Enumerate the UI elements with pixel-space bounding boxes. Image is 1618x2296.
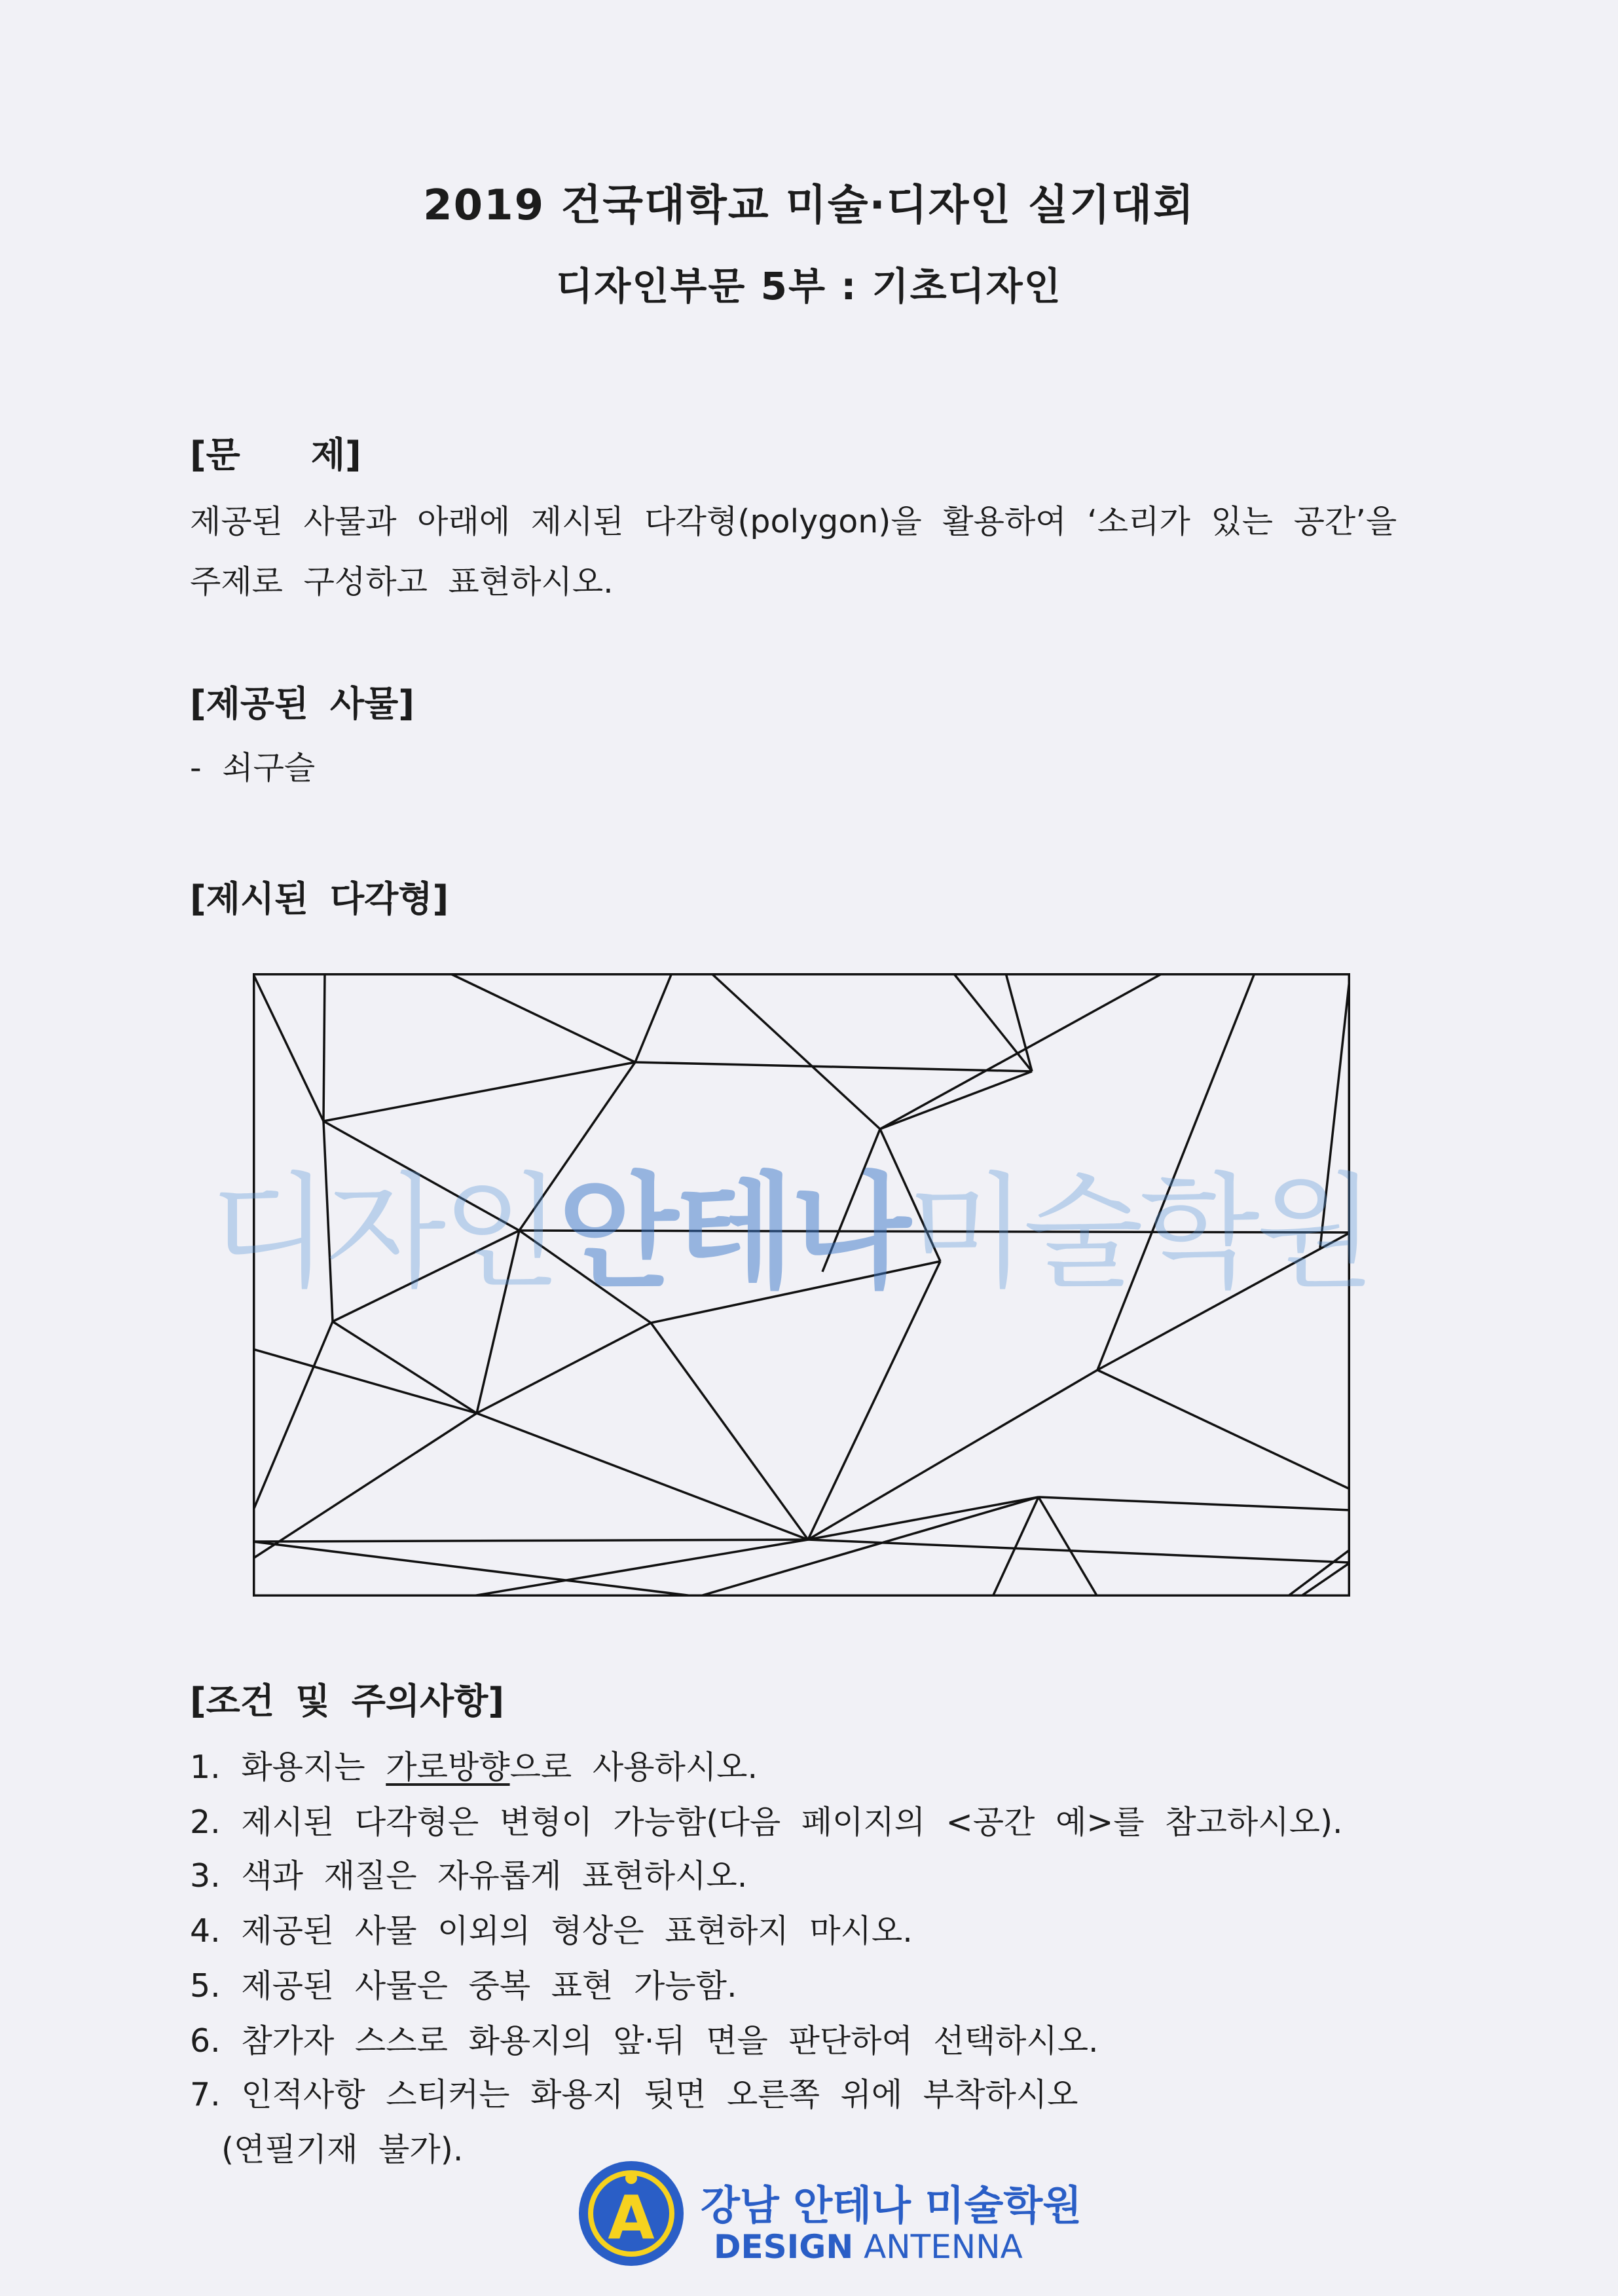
object-item: - 쇠구슬 [190,749,316,787]
logo-english-name: DESIGN ANTENNA [714,2228,1023,2266]
problem-text-line2: 주제로 구성하고 표현하시오. [190,563,614,601]
polygon-edge [1039,1497,1097,1597]
condition-3: 3. 색과 재질은 자유롭게 표현하시오. [190,1857,748,1895]
polygon-edge [1287,1549,1350,1597]
condition-1-underlined: 가로방향 [386,1749,510,1786]
polygon-edge [635,1062,1032,1071]
polygon-edge [808,1540,1350,1563]
academy-logo [576,2158,686,2268]
problem-heading: [문 제] [190,434,361,475]
polygon-edge [635,973,672,1062]
polygon-edge [1097,1370,1350,1491]
polygon-edge [477,1323,651,1413]
polygon-edge [711,973,880,1129]
condition-1: 1. 화용지는 가로방향으로 사용하시오. [190,1749,758,1786]
polygon-edge [808,1370,1097,1540]
polygon-edge [323,973,325,1121]
object-heading: [제공된 사물] [190,683,414,724]
polygon-edge [880,1071,1032,1129]
polygon-edge [477,1413,808,1540]
page-subtitle: 디자인부문 5부 : 기초디자인 [556,264,1062,308]
polygon-edge [651,1323,808,1540]
polygon-edge [1039,1497,1350,1510]
logo-korean-name: 강남 안테나 미술학원 [701,2181,1082,2229]
condition-5: 5. 제공된 사물은 중복 표현 가능함. [190,1967,737,2005]
polygon-edge [253,973,323,1121]
polygon-edge [253,1322,333,1511]
condition-6: 6. 참가자 스스로 화용지의 앞·뒤 면을 판단하여 선택하시오. [190,2022,1099,2060]
polygon-edge [469,1540,808,1597]
polygon-heading: [제시된 다각형] [190,878,449,919]
polygon-edge [253,1349,477,1413]
polygon-edge [449,973,635,1062]
logo-letter: A [608,2183,655,2253]
condition-7-note: (연필기재 불가). [221,2131,464,2168]
polygon-edge [880,973,1163,1129]
polygon-edge [253,1540,808,1542]
polygon-edge [253,1413,477,1559]
polygon-edge [953,973,1032,1071]
problem-text-line1: 제공된 사물과 아래에 제시된 다각형(polygon)을 활용하여 ‘소리가 있는 공간’을 [190,503,1397,540]
conditions-heading: [조건 및 주의사항] [190,1680,505,1722]
watermark: 디자인안테나미술학원 [210,1160,1372,1305]
condition-2: 2. 제시된 다각형은 변형이 가능함(다음 페이지의 <공간 예>를 참고하시오). [190,1804,1343,1841]
condition-7: 7. 인적사항 스티커는 화용지 뒷면 오른쪽 위에 부착하시오 [190,2076,1078,2113]
condition-4: 4. 제공된 사물 이외의 형상은 표현하지 마시오. [190,1912,913,1950]
page-title: 2019 건국대학교 미술·디자인 실기대회 [423,181,1195,230]
polygon-edge [323,1062,635,1121]
polygon-edge [333,1322,477,1413]
